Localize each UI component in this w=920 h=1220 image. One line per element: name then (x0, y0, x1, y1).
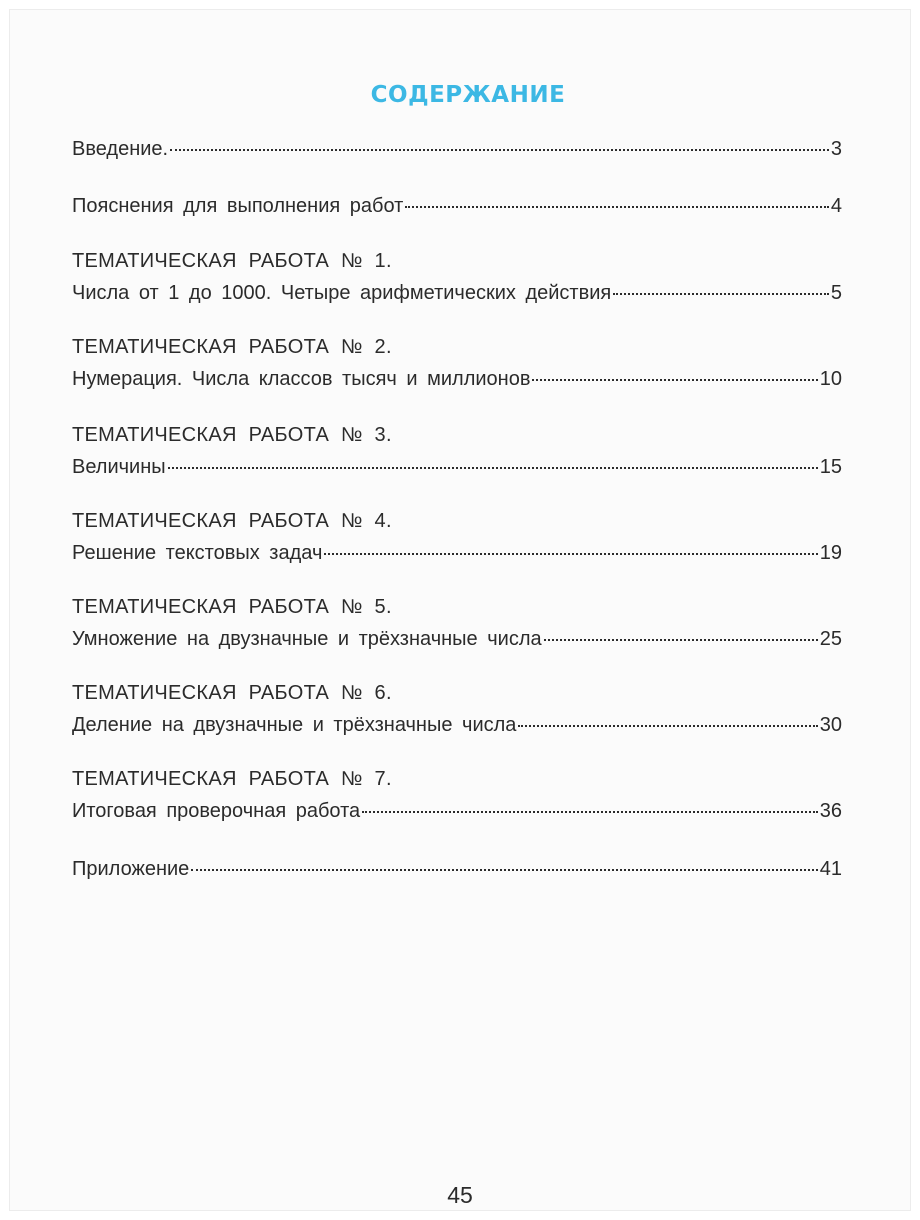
toc-entry-page: 3 (830, 138, 842, 160)
toc-heading-work-3: ТЕМАТИЧЕСКАЯ РАБОТА № 3. (72, 424, 392, 446)
toc-dot-leader (405, 206, 829, 208)
toc-entry-label: Пояснения для выполнения работ (72, 195, 404, 217)
toc-entry-page: 36 (819, 800, 842, 822)
toc-entry-label: Деление на двузначные и трёхзначные числа (72, 714, 517, 736)
toc-dot-leader (168, 467, 818, 469)
toc-entry-label: Нумерация. Числа классов тысяч и миллионов (72, 368, 531, 390)
toc-dot-leader (170, 149, 829, 151)
toc-entry-work-1[interactable] (72, 280, 842, 306)
toc-entry-work-5[interactable] (72, 626, 842, 652)
toc-dot-leader (532, 379, 817, 381)
toc-entry-page: 41 (819, 858, 842, 880)
toc-entry-label: Величины (72, 456, 166, 478)
toc-heading-work-4: ТЕМАТИЧЕСКАЯ РАБОТА № 4. (72, 510, 392, 532)
toc-entry-page: 4 (830, 195, 842, 217)
toc-heading-work-6: ТЕМАТИЧЕСКАЯ РАБОТА № 6. (72, 682, 392, 704)
toc-entry-work-3[interactable] (72, 454, 842, 480)
toc-entry-page: 25 (819, 628, 842, 650)
toc-dot-leader (518, 725, 817, 727)
toc-dot-leader (191, 869, 817, 871)
toc-heading-work-2: ТЕМАТИЧЕСКАЯ РАБОТА № 2. (72, 336, 392, 358)
toc-entry-appendix[interactable] (72, 856, 842, 882)
toc-entry-label: Итоговая проверочная работа (72, 800, 361, 822)
toc-heading-work-5: ТЕМАТИЧЕСКАЯ РАБОТА № 5. (72, 596, 392, 618)
page-title: СОДЕРЖАНИЕ (370, 82, 566, 108)
page-number: 45 (447, 1182, 473, 1208)
toc-dot-leader (362, 811, 818, 813)
toc-entry-label: Приложение (72, 858, 190, 880)
toc-entry-explanations[interactable] (72, 193, 842, 219)
toc-entry-introduction[interactable] (72, 136, 842, 162)
toc-entry-work-2[interactable] (72, 366, 842, 392)
document-page (10, 10, 910, 1210)
toc-entry-page: 5 (830, 282, 842, 304)
toc-entry-label: Числа от 1 до 1000. Четыре арифметических действия (72, 282, 612, 304)
toc-dot-leader (544, 639, 818, 641)
toc-entry-work-6[interactable] (72, 712, 842, 738)
toc-entry-page: 19 (819, 542, 842, 564)
toc-entry-label: Введение. (72, 138, 169, 160)
toc-entry-work-7[interactable] (72, 798, 842, 824)
toc-dot-leader (324, 553, 817, 555)
toc-entry-page: 30 (819, 714, 842, 736)
toc-dot-leader (613, 293, 829, 295)
toc-heading-work-7: ТЕМАТИЧЕСКАЯ РАБОТА № 7. (72, 768, 392, 790)
toc-entry-work-4[interactable] (72, 540, 842, 566)
toc-entry-page: 15 (819, 456, 842, 478)
toc-entry-page: 10 (819, 368, 842, 390)
toc-entry-label: Умножение на двузначные и трёхзначные числа (72, 628, 542, 650)
toc-entry-label: Решение текстовых задач (72, 542, 323, 564)
toc-heading-work-1: ТЕМАТИЧЕСКАЯ РАБОТА № 1. (72, 250, 392, 272)
